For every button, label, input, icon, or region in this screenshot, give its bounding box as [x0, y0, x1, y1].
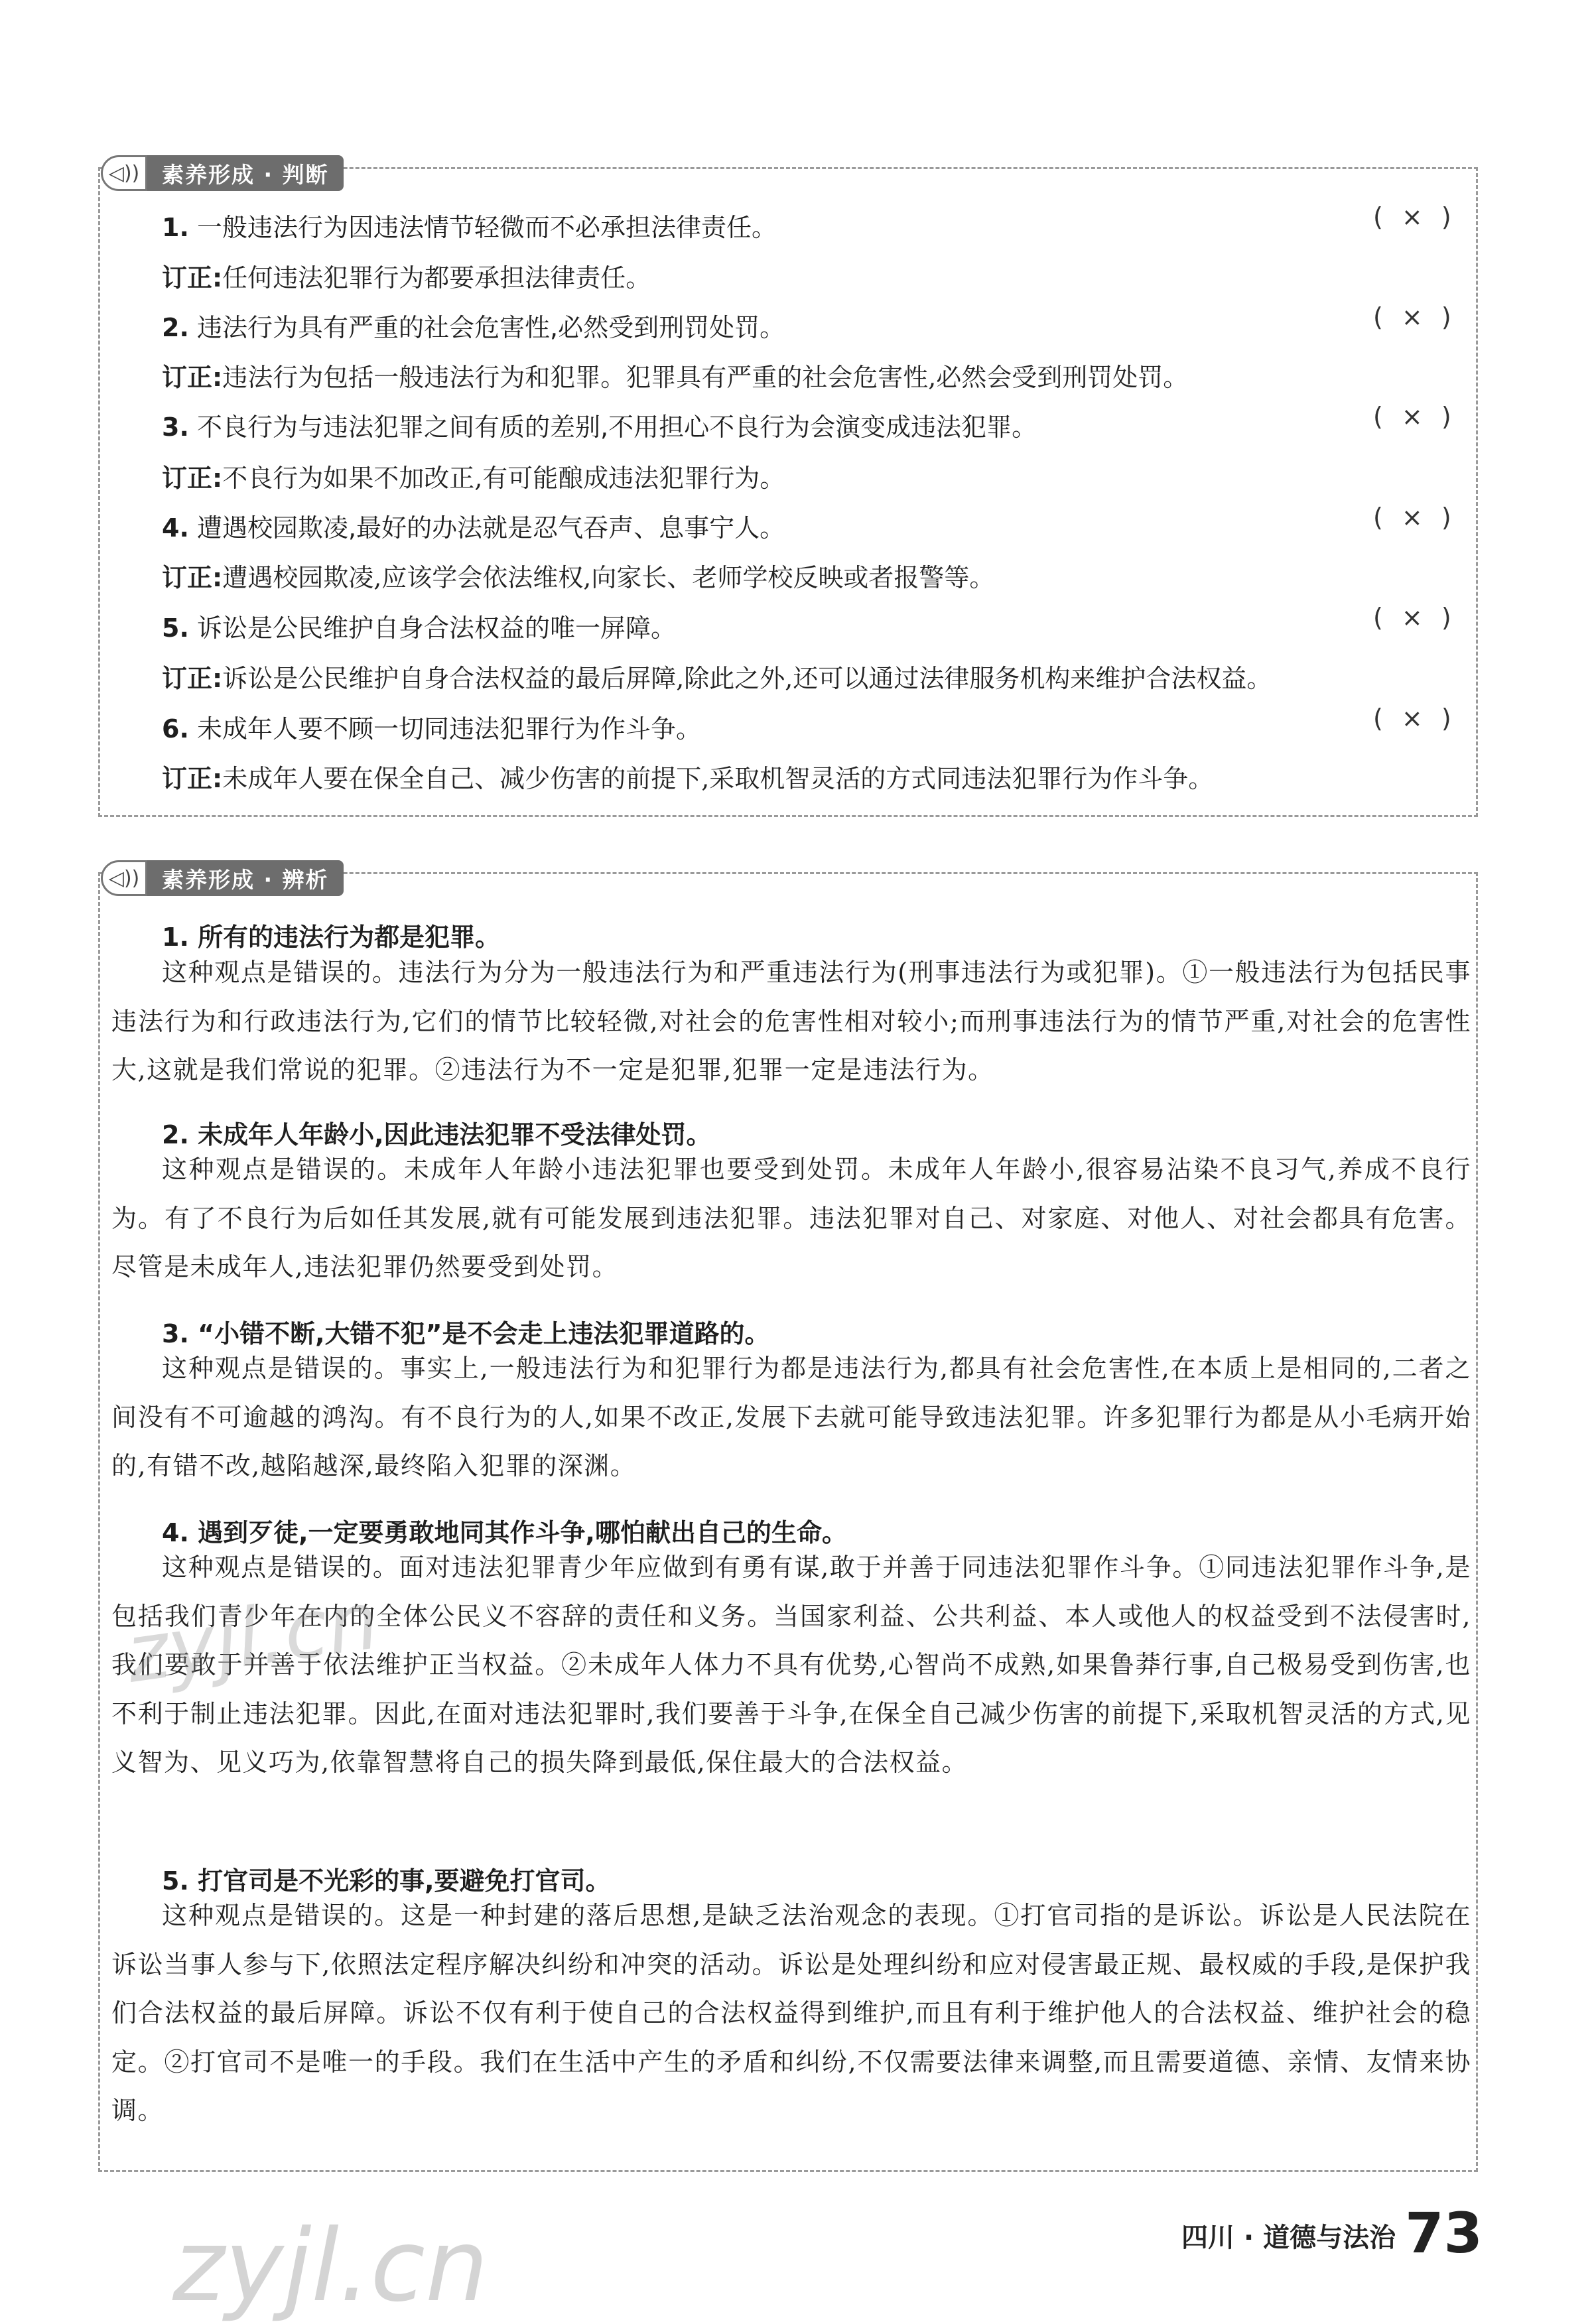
section-title: 素养形成 · 辨析: [147, 860, 344, 896]
footer-subject: 四川 · 道德与法治: [1181, 2223, 1396, 2253]
question-5: 5. 诉讼是公民维护自身合法权益的唯一屏障。: [162, 613, 676, 643]
answer-5: ( × ): [1373, 603, 1457, 632]
correction-3: 订正:不良行为如果不加改正,有可能酿成违法犯罪行为。: [162, 464, 785, 493]
analysis-title-5: 5. 打官司是不光彩的事,要避免打官司。: [162, 1866, 611, 1896]
question-3: 3. 不良行为与违法犯罪之间有质的差别,不用担心不良行为会演变成违法犯罪。: [162, 413, 1037, 442]
answer-2: ( × ): [1373, 302, 1457, 332]
question-2: 2. 违法行为具有严重的社会危害性,必然受到刑罚处罚。: [162, 313, 785, 342]
answer-3: ( × ): [1373, 402, 1457, 431]
correction-1: 订正:任何违法犯罪行为都要承担法律责任。: [162, 263, 651, 292]
analysis-title-2: 2. 未成年人年龄小,因此违法犯罪不受法律处罚。: [162, 1120, 712, 1149]
analysis-body-3: 这种观点是错误的。事实上,一般违法行为和犯罪行为都是违法行为,都具有社会危害性,在本质上是相同的,二者之间没有不可逾越的鸿沟。有不良行为的人,如果不改正,发展下去就可能导致违法犯罪。许多犯罪行为都是从小毛病开始的,有错不改,越陷越深,最终陷入犯罪的深渊。: [111, 1354, 1471, 1480]
question-1: 1. 一般违法行为因违法情节轻微而不必承担法律责任。: [162, 213, 777, 242]
watermark: zyjl.cn: [172, 2209, 489, 2324]
correction-2: 订正:违法行为包括一般违法行为和犯罪。犯罪具有严重的社会危害性,必然会受到刑罚处罚。: [162, 363, 1189, 392]
page-number: 73: [1405, 2201, 1483, 2266]
analysis-section-header: [101, 859, 344, 897]
speaker-icon: ◁)): [101, 155, 147, 191]
analysis-title-1: 1. 所有的违法行为都是犯罪。: [162, 923, 501, 952]
answer-4: ( × ): [1373, 503, 1457, 532]
analysis-body-5: 这种观点是错误的。这是一种封建的落后思想,是缺乏法治观念的表现。①打官司指的是诉讼。诉讼是人民法院在诉讼当事人参与下,依照法定程序解决纠纷和冲突的活动。诉讼是处理纠纷和应对侵害最正规、最权威的手段,是保护我们合法权益的最后屏障。诉讼不仅有利于使自己的合法权益得到维护,而且有利于维护他人的合法权益、维护社会的稳定。②打官司不是唯一的手段。我们在生活中产生的矛盾和纠纷,不仅需要法律来调整,而且需要道德、亲情、友情来协调。: [111, 1901, 1471, 2125]
answer-6: ( × ): [1373, 704, 1457, 733]
correction-4: 订正:遭遇校园欺凌,应该学会依法维权,向家长、老师学校反映或者报警等。: [162, 563, 995, 592]
judgement-section-header: [101, 154, 344, 192]
analysis-title-3: 3. “小错不断,大错不犯”是不会走上违法犯罪道路的。: [162, 1319, 770, 1348]
question-6: 6. 未成年人要不顾一切同违法犯罪行为作斗争。: [162, 714, 701, 743]
analysis-body-1: 这种观点是错误的。违法行为分为一般违法行为和严重违法行为(刑事违法行为或犯罪)。①一般违法行为包括民事违法行为和行政违法行为,它们的情节比较轻微,对社会的危害性相对较小;而刑事违法行为的情节严重,对社会的危害性大,这就是我们常说的犯罪。②违法行为不一定是犯罪,犯罪一定是违法行为。: [111, 958, 1471, 1084]
analysis-body-2: 这种观点是错误的。未成年人年龄小违法犯罪也要受到处罚。未成年人年龄小,很容易沾染不良习气,养成不良行为。有了不良行为后如任其发展,就有可能发展到违法犯罪。违法犯罪对自己、对家庭、对他人、对社会都具有危害。尽管是未成年人,违法犯罪仍然要受到处罚。: [111, 1155, 1471, 1281]
correction-6: 订正:未成年人要在保全自己、减少伤害的前提下,采取机智灵活的方式同违法犯罪行为作斗争。: [162, 764, 1214, 793]
question-4: 4. 遭遇校园欺凌,最好的办法就是忍气吞声、息事宁人。: [162, 513, 785, 543]
analysis-body-4: 这种观点是错误的。面对违法犯罪青少年应做到有勇有谋,敢于并善于同违法犯罪作斗争。①同违法犯罪作斗争,是包括我们青少年在内的全体公民义不容辞的责任和义务。当国家利益、公共利益、本人或他人的权益受到不法侵害时,我们要敢于并善于依法维护正当权益。②未成年人体力不具有优势,心智尚不成熟,如果鲁莽行事,自己极易受到伤害,也不利于制止违法犯罪。因此,在面对违法犯罪时,我们要善于斗争,在保全自己减少伤害的前提下,采取机智灵活的方式,见义智为、见义巧为,依靠智慧将自己的损失降到最低,保住最大的合法权益。: [111, 1553, 1471, 1777]
analysis-title-4: 4. 遇到歹徒,一定要勇敢地同其作斗争,哪怕献出自己的生命。: [162, 1518, 847, 1547]
correction-5: 订正:诉讼是公民维护自身合法权益的最后屏障,除此之外,还可以通过法律服务机构来维护合法权益。: [162, 664, 1272, 693]
watermark: zyjl.cn: [121, 1575, 384, 1701]
speaker-icon: ◁)): [101, 860, 147, 896]
answer-1: ( × ): [1373, 202, 1457, 231]
page-footer: [1181, 2201, 1483, 2266]
section-title: 素养形成 · 判断: [147, 155, 344, 191]
